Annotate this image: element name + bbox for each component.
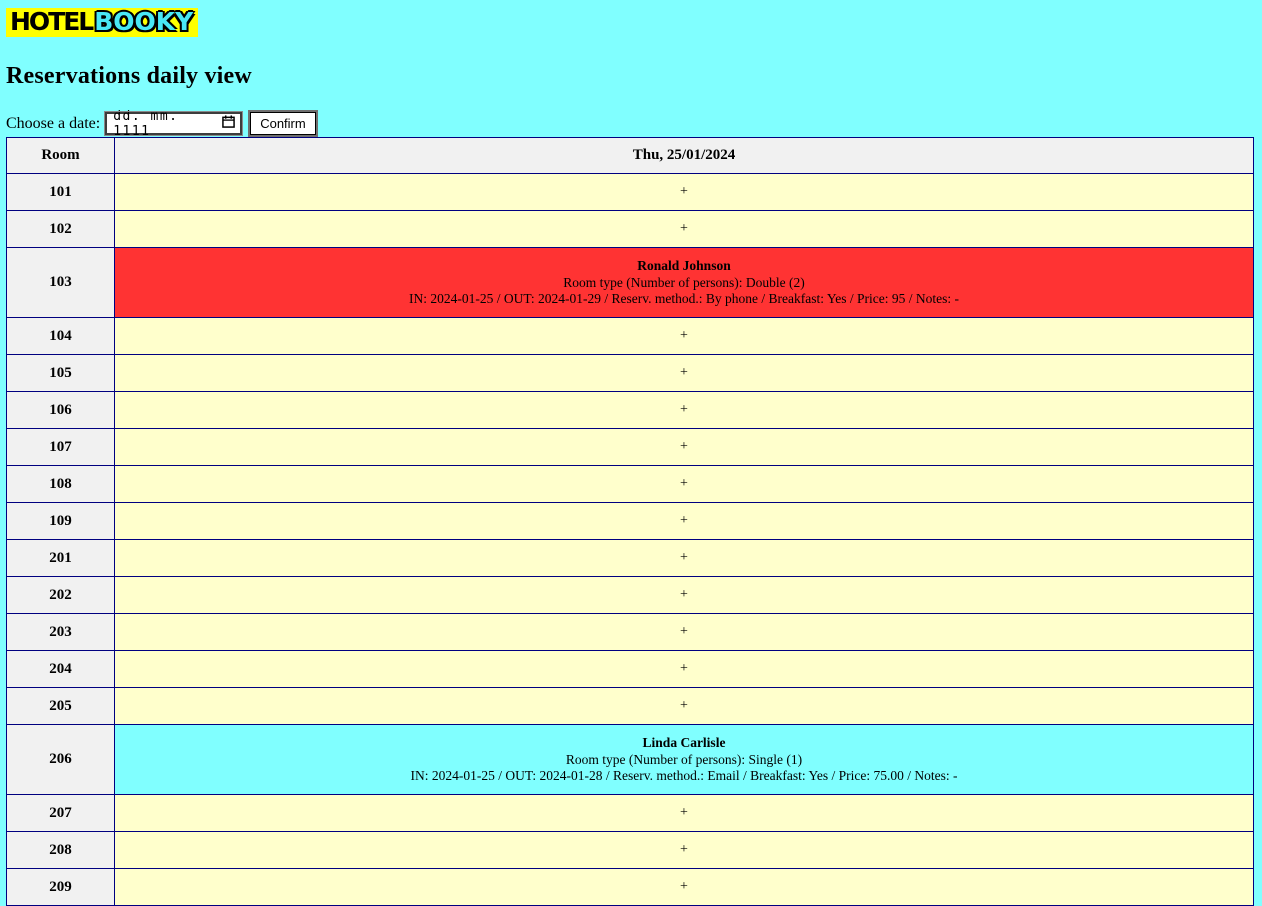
confirm-button[interactable]: Confirm: [250, 112, 316, 135]
reservation-details-line: IN: 2024-01-25 / OUT: 2024-01-29 / Reserv. method.: By phone / Breakfast: Yes / Price: 95 / Notes: -: [408, 290, 959, 306]
table-row: [7, 392, 1254, 429]
add-reservation-button[interactable]: +: [680, 698, 688, 713]
empty-day-cell[interactable]: [115, 795, 1254, 832]
empty-day-cell[interactable]: [115, 355, 1254, 392]
add-reservation-button[interactable]: +: [680, 661, 688, 676]
table-header-row: [7, 138, 1254, 174]
room-number: 102: [7, 211, 115, 248]
room-number: 108: [7, 466, 115, 503]
add-reservation-button[interactable]: +: [680, 550, 688, 565]
date-input[interactable]: [105, 108, 242, 139]
table-row: [7, 651, 1254, 688]
table-row: [7, 174, 1254, 211]
empty-day-cell[interactable]: [115, 869, 1254, 906]
add-reservation-button[interactable]: +: [680, 879, 688, 894]
table-row: [7, 211, 1254, 248]
table-row: [7, 725, 1254, 795]
table-row: [7, 429, 1254, 466]
empty-day-cell[interactable]: [115, 832, 1254, 869]
table-row: [7, 577, 1254, 614]
logo-booky-text: BOOKY: [94, 7, 194, 36]
room-number: 203: [7, 614, 115, 651]
room-number: 105: [7, 355, 115, 392]
table-row: [7, 832, 1254, 869]
room-number: 202: [7, 577, 115, 614]
room-number: 207: [7, 795, 115, 832]
empty-day-cell[interactable]: [115, 503, 1254, 540]
table-row: [7, 466, 1254, 503]
room-number: 107: [7, 429, 115, 466]
room-number: 109: [7, 503, 115, 540]
empty-day-cell[interactable]: [115, 392, 1254, 429]
room-type-line: Room type (Number of persons): Double (2): [563, 274, 805, 290]
calendar-icon[interactable]: [222, 115, 235, 132]
empty-day-cell[interactable]: [115, 614, 1254, 651]
reservation-cell[interactable]: [115, 248, 1254, 318]
empty-day-cell[interactable]: [115, 211, 1254, 248]
page-title: Reservations daily view: [6, 63, 252, 89]
table-row: [7, 318, 1254, 355]
date-label: Choose a date:: [6, 114, 101, 132]
guest-name: Linda Carlisle: [642, 735, 726, 751]
room-number: 103: [7, 248, 115, 318]
room-number: 204: [7, 651, 115, 688]
add-reservation-button[interactable]: +: [680, 402, 688, 417]
date-input-value: dd. mm. 1111: [113, 108, 179, 139]
reservations-table: [6, 137, 1254, 906]
table-row: [7, 614, 1254, 651]
reservation-details-line: IN: 2024-01-25 / OUT: 2024-01-28 / Reserv. method.: Email / Breakfast: Yes / Price: 75.00 / Notes: -: [410, 767, 958, 783]
add-reservation-button[interactable]: +: [680, 805, 688, 820]
room-number: 206: [7, 725, 115, 795]
add-reservation-button[interactable]: +: [680, 328, 688, 343]
table-row: [7, 540, 1254, 577]
room-number: 205: [7, 688, 115, 725]
reservation-cell[interactable]: [115, 725, 1254, 795]
add-reservation-button[interactable]: +: [680, 513, 688, 528]
room-number: 104: [7, 318, 115, 355]
empty-day-cell[interactable]: [115, 174, 1254, 211]
room-number: 106: [7, 392, 115, 429]
room-type-line: Room type (Number of persons): Single (1): [565, 751, 803, 767]
table-row: [7, 355, 1254, 392]
add-reservation-button[interactable]: +: [680, 624, 688, 639]
hotelbooky-logo: [6, 8, 198, 37]
room-number: 209: [7, 869, 115, 906]
room-number: 101: [7, 174, 115, 211]
table-row: [7, 688, 1254, 725]
empty-day-cell[interactable]: [115, 318, 1254, 355]
empty-day-cell[interactable]: [115, 429, 1254, 466]
room-number: 208: [7, 832, 115, 869]
room-column-header: Room: [7, 138, 115, 174]
table-row: [7, 248, 1254, 318]
logo-hotel-text: HOTEL: [10, 7, 93, 36]
empty-day-cell[interactable]: [115, 688, 1254, 725]
add-reservation-button[interactable]: +: [680, 221, 688, 236]
table-row: [7, 503, 1254, 540]
add-reservation-button[interactable]: +: [680, 439, 688, 454]
empty-day-cell[interactable]: [115, 577, 1254, 614]
room-number: 201: [7, 540, 115, 577]
add-reservation-button[interactable]: +: [680, 365, 688, 380]
table-row: [7, 869, 1254, 906]
date-chooser: [6, 108, 1256, 139]
add-reservation-button[interactable]: +: [680, 587, 688, 602]
guest-name: Ronald Johnson: [637, 258, 731, 274]
empty-day-cell[interactable]: [115, 540, 1254, 577]
table-row: [7, 795, 1254, 832]
add-reservation-button[interactable]: +: [680, 476, 688, 491]
empty-day-cell[interactable]: [115, 466, 1254, 503]
add-reservation-button[interactable]: +: [680, 184, 688, 199]
empty-day-cell[interactable]: [115, 651, 1254, 688]
add-reservation-button[interactable]: +: [680, 842, 688, 857]
table-body: [7, 174, 1254, 906]
date-column-header: Thu, 25/01/2024: [115, 138, 1254, 174]
